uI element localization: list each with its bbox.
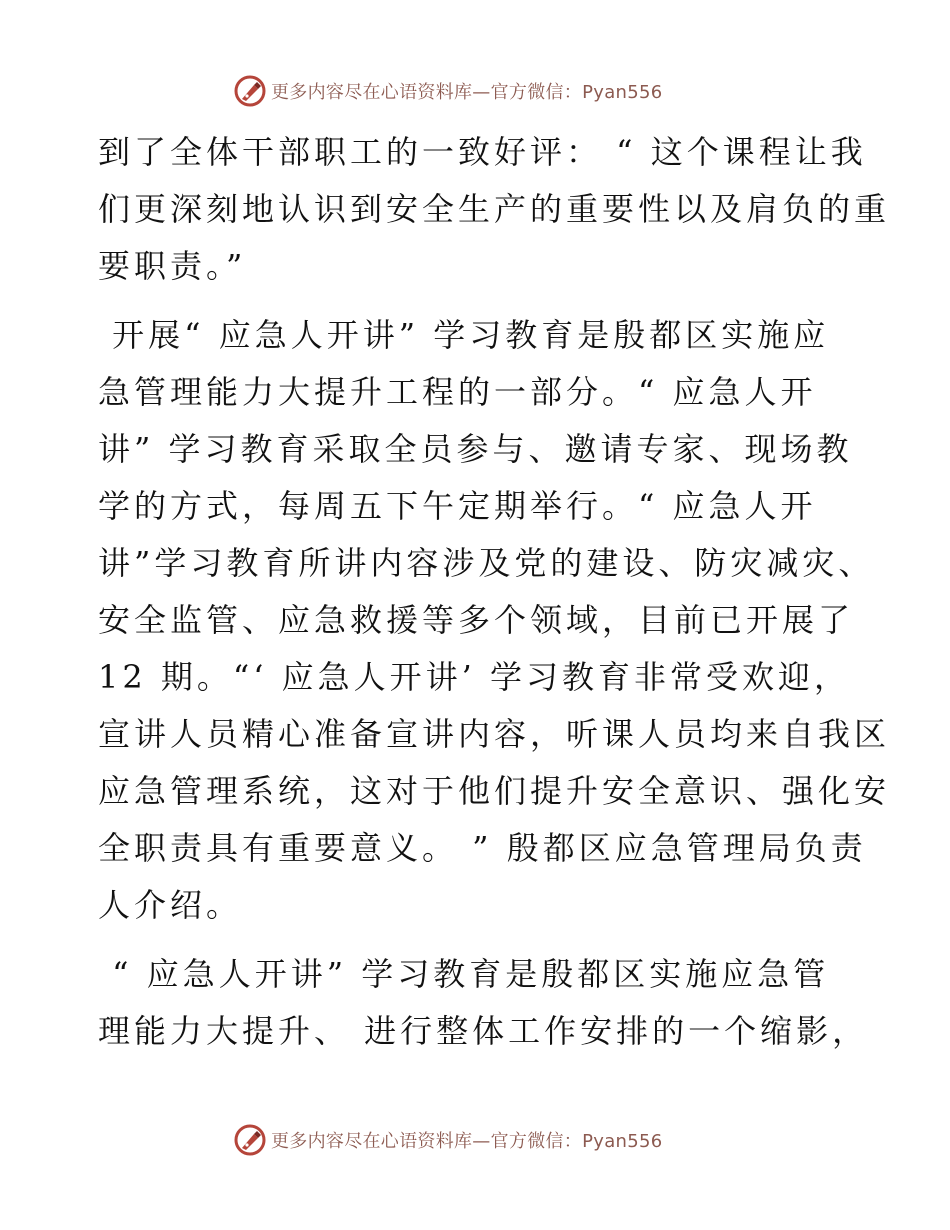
watermark-text: 更多内容尽在心语资料库—官方微信：Pyan556 — [271, 1131, 663, 1152]
text-line: 应急管理系统，这对于他们提升安全意识、强化安 — [98, 772, 891, 810]
text-line: 全职责具有重要意义。 ” 殷都区应急管理局负责 — [98, 829, 867, 867]
paragraph-3 — [98, 946, 869, 1060]
text-line: 宣讲人员精心准备宣讲内容，听课人员均来自我区 — [98, 715, 891, 753]
pen-nib-logo-icon — [233, 1123, 267, 1157]
text-line: 安全监管、应急救援等多个领域，目前已开展了 — [98, 601, 855, 639]
text-line: “ 应急人开讲” 学习教育是殷都区实施应急管 — [98, 955, 830, 993]
text-line: 们更深刻地认识到安全生产的重要性以及肩负的重 — [98, 190, 891, 228]
pen-nib-logo-icon — [233, 74, 267, 108]
text-line: 理能力大提升、 进行整体工作安排的一个缩影， — [98, 1012, 869, 1050]
document-body — [98, 124, 891, 1060]
text-line: 学的方式，每周五下午定期举行。“ 应急人开 — [98, 487, 817, 525]
text-line: 讲” 学习教育采取全员参与、邀请专家、现场教 — [98, 430, 853, 468]
paragraph-2 — [98, 307, 891, 934]
text-line: 12 期。“‘ 应急人开讲’ 学习教育非常受欢迎， — [98, 658, 850, 696]
text-line: 急管理能力大提升工程的一部分。“ 应急人开 — [98, 373, 817, 411]
paragraph-1 — [98, 124, 891, 295]
header-watermark — [233, 73, 663, 109]
text-line: 开展“ 应急人开讲” 学习教育是殷都区实施应 — [98, 316, 830, 354]
text-line: 要职责。” — [98, 247, 247, 285]
watermark-text: 更多内容尽在心语资料库—官方微信：Pyan556 — [271, 82, 663, 103]
text-line: 人介绍。 — [98, 886, 243, 924]
footer-watermark — [233, 1122, 663, 1158]
text-line: 讲”学习教育所讲内容涉及党的建设、防灾减灾、 — [98, 544, 875, 582]
text-line: 到了全体干部职工的一致好评： “ 这个课程让我 — [98, 133, 867, 171]
